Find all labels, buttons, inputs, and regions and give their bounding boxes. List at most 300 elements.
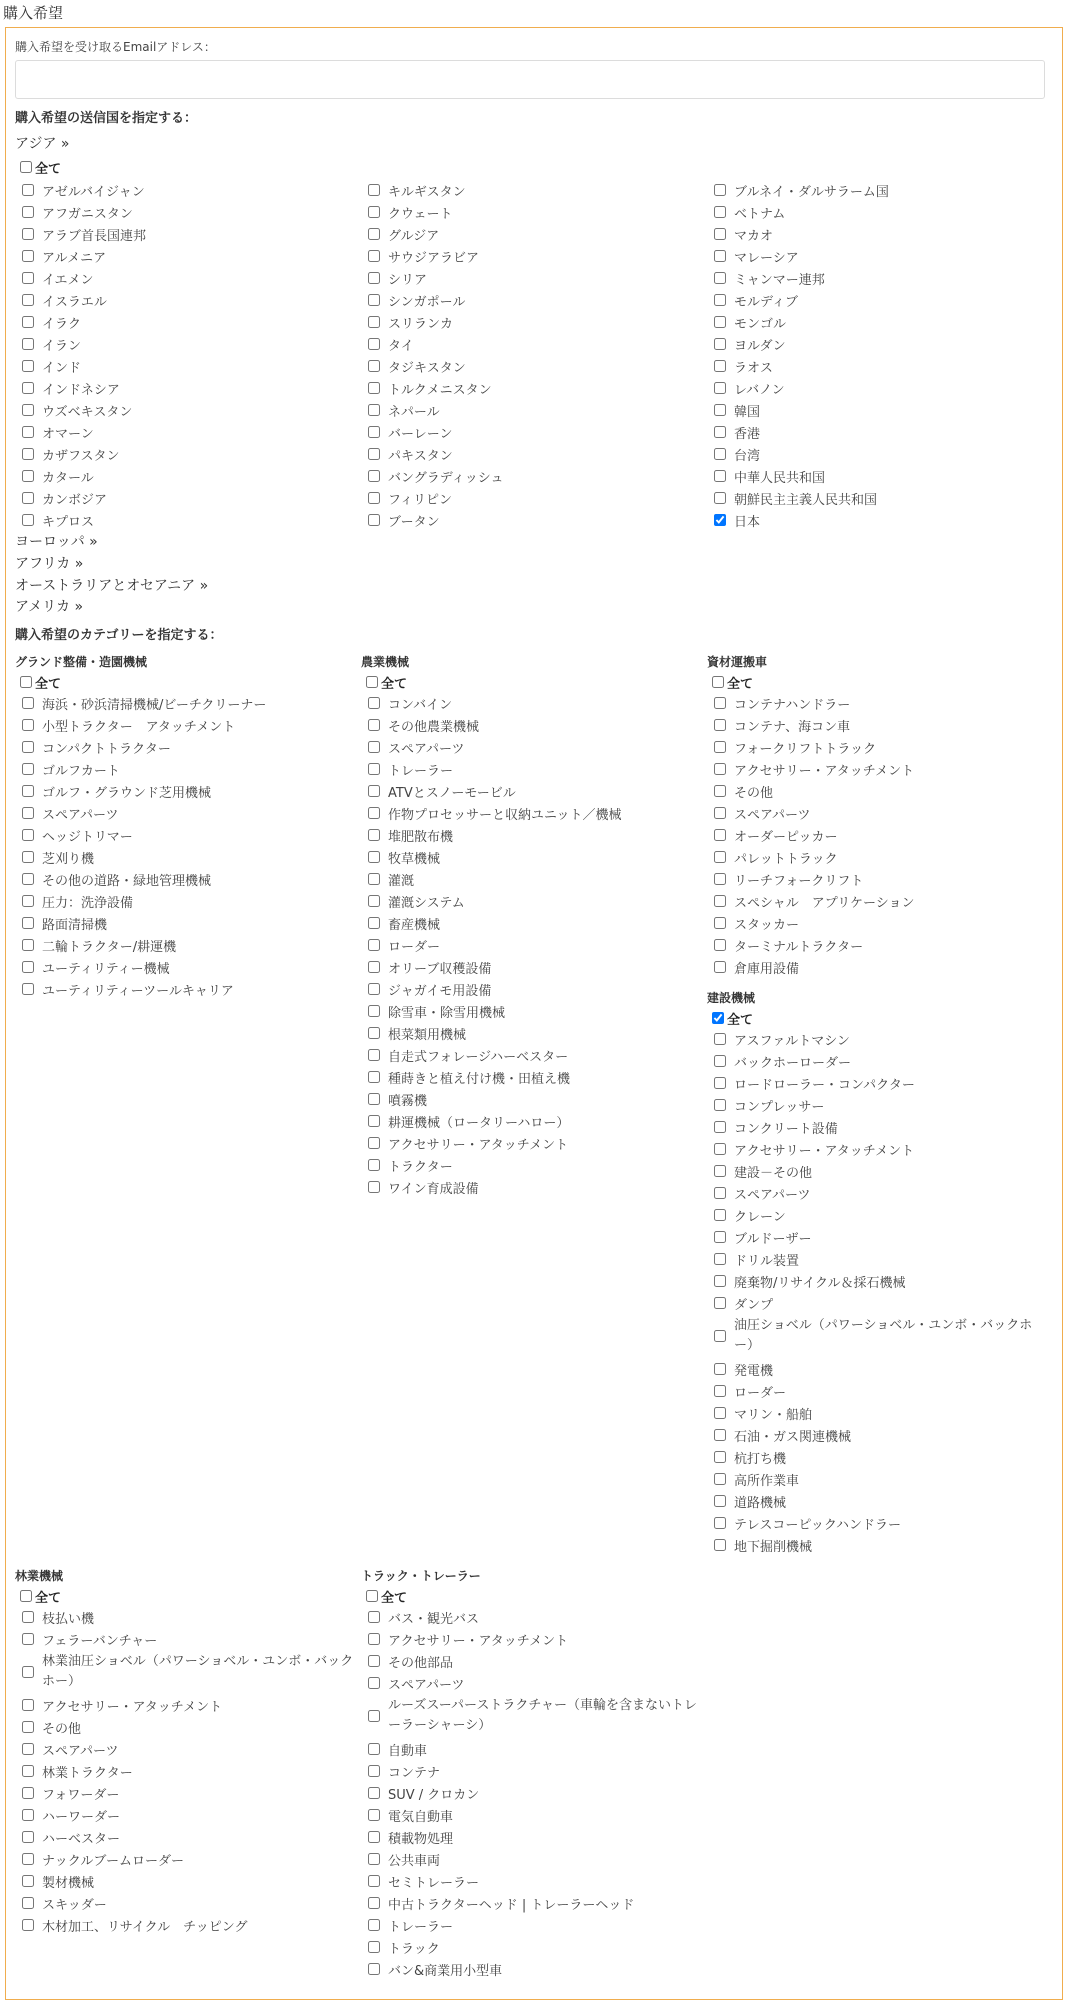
category-checkbox-row-checkbox[interactable] xyxy=(22,895,34,907)
country-checkbox-row-checkbox[interactable] xyxy=(22,514,34,526)
category-checkbox-row[interactable] xyxy=(709,1028,1047,1050)
country-checkbox-row[interactable] xyxy=(363,421,703,443)
country-checkbox-row-checkbox[interactable] xyxy=(22,206,34,218)
category-checkbox-row[interactable] xyxy=(363,736,701,758)
category-checkbox-row[interactable] xyxy=(363,1914,701,1936)
category-checkbox-row[interactable] xyxy=(363,1958,701,1980)
category-checkbox-row[interactable] xyxy=(363,1132,701,1154)
category-checkbox-row-checkbox[interactable] xyxy=(368,1159,380,1171)
category-checkbox-row[interactable] xyxy=(709,758,1047,780)
category-checkbox-row[interactable] xyxy=(363,802,701,824)
category-checkbox-row[interactable] xyxy=(363,956,701,978)
category-checkbox-row[interactable] xyxy=(363,1826,701,1848)
country-checkbox-row[interactable] xyxy=(17,443,357,465)
category-checkbox-row-checkbox[interactable] xyxy=(368,763,380,775)
country-checkbox-row-checkbox[interactable] xyxy=(368,426,380,438)
category-checkbox-row[interactable] xyxy=(709,780,1047,802)
country-checkbox-row-checkbox[interactable] xyxy=(714,206,726,218)
country-checkbox-row-checkbox[interactable] xyxy=(714,448,726,460)
country-checkbox-row[interactable] xyxy=(363,465,703,487)
category-checkbox-row-checkbox[interactable] xyxy=(368,1809,380,1821)
category-checkbox-row[interactable] xyxy=(709,1424,1047,1446)
category-checkbox-row-checkbox[interactable] xyxy=(714,851,726,863)
category-checkbox-row[interactable] xyxy=(17,1694,355,1716)
category-checkbox-row[interactable] xyxy=(17,868,355,890)
category-checkbox-row[interactable] xyxy=(17,912,355,934)
country-checkbox-row[interactable] xyxy=(363,509,703,531)
category-checkbox-row[interactable] xyxy=(363,1782,701,1804)
email-input[interactable] xyxy=(15,60,1045,99)
category-checkbox-row-checkbox[interactable] xyxy=(714,1275,726,1287)
category-checkbox-row-checkbox[interactable] xyxy=(714,1187,726,1199)
country-checkbox-row-checkbox[interactable] xyxy=(368,316,380,328)
category-checkbox-row-checkbox[interactable] xyxy=(368,873,380,885)
category-checkbox-row-checkbox[interactable] xyxy=(22,807,34,819)
category-all-check[interactable] xyxy=(20,1590,32,1602)
category-checkbox-row[interactable] xyxy=(363,758,701,780)
country-checkbox-row-checkbox[interactable] xyxy=(22,470,34,482)
category-checkbox-row-checkbox[interactable] xyxy=(368,1655,380,1667)
category-checkbox-row-checkbox[interactable] xyxy=(22,1831,34,1843)
category-checkbox-row-checkbox[interactable] xyxy=(368,1765,380,1777)
category-checkbox-row[interactable] xyxy=(363,1936,701,1958)
country-checkbox-row-checkbox[interactable] xyxy=(714,250,726,262)
category-checkbox-row-checkbox[interactable] xyxy=(368,741,380,753)
country-checkbox-row[interactable] xyxy=(363,399,703,421)
category-checkbox-row-checkbox[interactable] xyxy=(368,1787,380,1799)
category-checkbox-row[interactable] xyxy=(363,1606,701,1628)
country-checkbox-row-checkbox[interactable] xyxy=(22,426,34,438)
category-checkbox-row-checkbox[interactable] xyxy=(22,1633,34,1645)
category-all-check[interactable] xyxy=(712,676,724,688)
category-checkbox-row[interactable] xyxy=(17,1650,355,1694)
category-checkbox-row[interactable] xyxy=(17,758,355,780)
category-checkbox-row-checkbox[interactable] xyxy=(22,873,34,885)
country-checkbox-row-checkbox[interactable] xyxy=(22,294,34,306)
country-checkbox-row-checkbox[interactable] xyxy=(368,206,380,218)
category-checkbox-row-checkbox[interactable] xyxy=(368,917,380,929)
category-all-check[interactable] xyxy=(20,676,32,688)
category-checkbox-row[interactable] xyxy=(709,1314,1047,1358)
country-checkbox-row-checkbox[interactable] xyxy=(22,492,34,504)
country-checkbox-row[interactable] xyxy=(363,201,703,223)
category-checkbox-row-checkbox[interactable] xyxy=(714,1121,726,1133)
category-checkbox-row-checkbox[interactable] xyxy=(714,961,726,973)
country-checkbox-row[interactable] xyxy=(709,311,1049,333)
category-checkbox-row-checkbox[interactable] xyxy=(714,1297,726,1309)
country-checkbox-row-checkbox[interactable] xyxy=(368,184,380,196)
country-checkbox-row-checkbox[interactable] xyxy=(714,426,726,438)
category-checkbox-row[interactable] xyxy=(17,1716,355,1738)
category-checkbox-row[interactable] xyxy=(363,912,701,934)
category-checkbox-row-checkbox[interactable] xyxy=(368,829,380,841)
country-checkbox-row[interactable] xyxy=(17,487,357,509)
category-all-checkbox[interactable] xyxy=(15,1586,355,1606)
category-checkbox-row-checkbox[interactable] xyxy=(714,1385,726,1397)
category-checkbox-row[interactable] xyxy=(709,1490,1047,1512)
category-checkbox-row-checkbox[interactable] xyxy=(368,1027,380,1039)
country-checkbox-row-checkbox[interactable] xyxy=(368,250,380,262)
country-checkbox-row[interactable] xyxy=(709,179,1049,201)
category-checkbox-row-checkbox[interactable] xyxy=(368,719,380,731)
category-checkbox-row-checkbox[interactable] xyxy=(714,873,726,885)
country-checkbox-row[interactable] xyxy=(709,355,1049,377)
category-checkbox-row[interactable] xyxy=(17,736,355,758)
category-all-check[interactable] xyxy=(366,676,378,688)
category-checkbox-row-checkbox[interactable] xyxy=(714,1165,726,1177)
category-checkbox-row-checkbox[interactable] xyxy=(22,1897,34,1909)
country-checkbox-row-checkbox[interactable] xyxy=(368,382,380,394)
category-checkbox-row[interactable] xyxy=(17,978,355,1000)
country-checkbox-row[interactable] xyxy=(363,223,703,245)
category-checkbox-row[interactable] xyxy=(363,1176,701,1198)
country-checkbox-row[interactable] xyxy=(709,487,1049,509)
category-checkbox-row[interactable] xyxy=(363,1892,701,1914)
category-checkbox-row-checkbox[interactable] xyxy=(714,741,726,753)
country-checkbox-row[interactable] xyxy=(17,201,357,223)
category-checkbox-row[interactable] xyxy=(709,692,1047,714)
category-checkbox-row-checkbox[interactable] xyxy=(368,1897,380,1909)
category-checkbox-row[interactable] xyxy=(17,824,355,846)
category-checkbox-row[interactable] xyxy=(363,692,701,714)
country-checkbox-row[interactable] xyxy=(17,509,357,531)
country-checkbox-row[interactable] xyxy=(17,465,357,487)
category-checkbox-row[interactable] xyxy=(363,1760,701,1782)
category-checkbox-row-checkbox[interactable] xyxy=(368,961,380,973)
country-checkbox-row-checkbox[interactable] xyxy=(368,492,380,504)
category-checkbox-row-checkbox[interactable] xyxy=(714,1363,726,1375)
category-checkbox-row-checkbox[interactable] xyxy=(714,1495,726,1507)
country-checkbox-row[interactable] xyxy=(17,245,357,267)
category-checkbox-row-checkbox[interactable] xyxy=(22,1787,34,1799)
category-checkbox-row-checkbox[interactable] xyxy=(714,1451,726,1463)
category-checkbox-row-checkbox[interactable] xyxy=(22,1721,34,1733)
category-checkbox-row[interactable] xyxy=(17,714,355,736)
category-checkbox-row-checkbox[interactable] xyxy=(22,1853,34,1865)
category-checkbox-row-checkbox[interactable] xyxy=(714,1033,726,1045)
category-checkbox-row[interactable] xyxy=(17,1628,355,1650)
category-checkbox-row-checkbox[interactable] xyxy=(22,1919,34,1931)
category-checkbox-row-checkbox[interactable] xyxy=(714,1055,726,1067)
category-all-check[interactable] xyxy=(366,1590,378,1602)
category-checkbox-row[interactable] xyxy=(363,1672,701,1694)
category-checkbox-row[interactable] xyxy=(363,1870,701,1892)
country-checkbox-row[interactable] xyxy=(363,289,703,311)
category-checkbox-row[interactable] xyxy=(709,1226,1047,1248)
category-checkbox-row[interactable] xyxy=(709,714,1047,736)
category-checkbox-row-checkbox[interactable] xyxy=(368,807,380,819)
category-checkbox-row-checkbox[interactable] xyxy=(368,895,380,907)
category-checkbox-row[interactable] xyxy=(17,1606,355,1628)
category-checkbox-row-checkbox[interactable] xyxy=(368,1963,380,1975)
country-checkbox-row-checkbox[interactable] xyxy=(368,404,380,416)
country-checkbox-row-checkbox[interactable] xyxy=(22,250,34,262)
category-checkbox-row-checkbox[interactable] xyxy=(714,1429,726,1441)
category-checkbox-row[interactable] xyxy=(17,890,355,912)
country-checkbox-row-checkbox[interactable] xyxy=(714,338,726,350)
country-checkbox-row[interactable] xyxy=(709,267,1049,289)
category-checkbox-row-checkbox[interactable] xyxy=(368,939,380,951)
category-checkbox-row-checkbox[interactable] xyxy=(714,1517,726,1529)
country-checkbox-row-checkbox[interactable] xyxy=(22,338,34,350)
country-checkbox-row-checkbox[interactable] xyxy=(22,448,34,460)
category-checkbox-row-checkbox[interactable] xyxy=(368,1941,380,1953)
category-checkbox-row-checkbox[interactable] xyxy=(714,763,726,775)
category-checkbox-row-checkbox[interactable] xyxy=(714,895,726,907)
category-checkbox-row[interactable] xyxy=(17,1804,355,1826)
category-checkbox-row-checkbox[interactable] xyxy=(714,1330,726,1342)
category-checkbox-row[interactable] xyxy=(363,1154,701,1176)
country-checkbox-row-checkbox[interactable] xyxy=(22,228,34,240)
category-checkbox-row[interactable] xyxy=(709,736,1047,758)
category-checkbox-row-checkbox[interactable] xyxy=(368,1049,380,1061)
region-europe-link[interactable]: ヨーロッパ » xyxy=(15,534,98,550)
country-checkbox-row-checkbox[interactable] xyxy=(22,316,34,328)
category-checkbox-row-checkbox[interactable] xyxy=(368,1919,380,1931)
country-checkbox-row[interactable] xyxy=(17,179,357,201)
country-checkbox-row[interactable] xyxy=(17,267,357,289)
category-checkbox-row-checkbox[interactable] xyxy=(22,785,34,797)
category-all-checkbox[interactable] xyxy=(707,672,1047,692)
category-checkbox-row-checkbox[interactable] xyxy=(368,1677,380,1689)
country-checkbox-row-checkbox[interactable] xyxy=(368,338,380,350)
category-checkbox-row-checkbox[interactable] xyxy=(22,1743,34,1755)
category-checkbox-row[interactable] xyxy=(363,824,701,846)
country-checkbox-row-checkbox[interactable] xyxy=(368,360,380,372)
category-checkbox-row[interactable] xyxy=(709,956,1047,978)
category-checkbox-row-checkbox[interactable] xyxy=(22,1809,34,1821)
category-checkbox-row[interactable] xyxy=(17,802,355,824)
category-checkbox-row-checkbox[interactable] xyxy=(714,807,726,819)
region-africa-link[interactable]: アフリカ » xyxy=(15,556,84,572)
category-checkbox-row-checkbox[interactable] xyxy=(368,1115,380,1127)
category-checkbox-row[interactable] xyxy=(17,1892,355,1914)
category-checkbox-row[interactable] xyxy=(363,978,701,1000)
category-checkbox-row-checkbox[interactable] xyxy=(714,1077,726,1089)
category-checkbox-row[interactable] xyxy=(17,846,355,868)
country-checkbox-row-checkbox[interactable] xyxy=(714,382,726,394)
country-checkbox-row-checkbox[interactable] xyxy=(714,404,726,416)
country-checkbox-row[interactable] xyxy=(709,465,1049,487)
category-checkbox-row-checkbox[interactable] xyxy=(714,829,726,841)
country-checkbox-row-checkbox[interactable] xyxy=(22,382,34,394)
category-all-checkbox[interactable] xyxy=(15,672,355,692)
category-checkbox-row[interactable] xyxy=(363,1044,701,1066)
country-checkbox-row-checkbox[interactable] xyxy=(368,448,380,460)
country-checkbox-row-checkbox[interactable] xyxy=(22,360,34,372)
category-checkbox-row[interactable] xyxy=(363,714,701,736)
category-checkbox-row[interactable] xyxy=(363,1088,701,1110)
category-checkbox-row[interactable] xyxy=(709,1270,1047,1292)
category-checkbox-row[interactable] xyxy=(17,956,355,978)
category-all-checkbox[interactable] xyxy=(361,1586,701,1606)
category-checkbox-row[interactable] xyxy=(709,1248,1047,1270)
category-checkbox-row-checkbox[interactable] xyxy=(368,983,380,995)
category-checkbox-row[interactable] xyxy=(363,1000,701,1022)
category-all-checkbox[interactable] xyxy=(707,1008,1047,1028)
category-checkbox-row-checkbox[interactable] xyxy=(714,1099,726,1111)
category-checkbox-row-checkbox[interactable] xyxy=(22,741,34,753)
category-all-check[interactable] xyxy=(712,1012,724,1024)
category-checkbox-row-checkbox[interactable] xyxy=(22,719,34,731)
country-checkbox-row[interactable] xyxy=(17,377,357,399)
category-checkbox-row-checkbox[interactable] xyxy=(714,1209,726,1221)
category-checkbox-row[interactable] xyxy=(709,1094,1047,1116)
category-checkbox-row-checkbox[interactable] xyxy=(22,1666,34,1678)
category-checkbox-row-checkbox[interactable] xyxy=(368,697,380,709)
country-checkbox-row-checkbox[interactable] xyxy=(368,294,380,306)
category-checkbox-row[interactable] xyxy=(363,846,701,868)
category-checkbox-row-checkbox[interactable] xyxy=(368,1611,380,1623)
category-checkbox-row-checkbox[interactable] xyxy=(22,1765,34,1777)
category-checkbox-row[interactable] xyxy=(17,1870,355,1892)
category-checkbox-row-checkbox[interactable] xyxy=(22,939,34,951)
category-checkbox-row[interactable] xyxy=(17,1826,355,1848)
category-checkbox-row-checkbox[interactable] xyxy=(368,1710,380,1722)
country-checkbox-row[interactable] xyxy=(17,399,357,421)
asia-all-check[interactable] xyxy=(20,161,32,173)
country-checkbox-row[interactable] xyxy=(709,333,1049,355)
category-checkbox-row-checkbox[interactable] xyxy=(714,1539,726,1551)
category-checkbox-row[interactable] xyxy=(17,692,355,714)
country-checkbox-row[interactable] xyxy=(363,179,703,201)
country-checkbox-row[interactable] xyxy=(17,421,357,443)
category-checkbox-row[interactable] xyxy=(17,780,355,802)
category-checkbox-row[interactable] xyxy=(17,934,355,956)
category-checkbox-row[interactable] xyxy=(363,1650,701,1672)
category-checkbox-row-checkbox[interactable] xyxy=(714,1143,726,1155)
region-asia-link[interactable]: アジア » xyxy=(15,136,70,152)
country-checkbox-row[interactable] xyxy=(709,399,1049,421)
category-checkbox-row[interactable] xyxy=(709,1402,1047,1424)
country-checkbox-row[interactable] xyxy=(363,487,703,509)
category-checkbox-row[interactable] xyxy=(17,1848,355,1870)
category-checkbox-row-checkbox[interactable] xyxy=(714,1473,726,1485)
country-checkbox-row-checkbox[interactable] xyxy=(368,470,380,482)
category-checkbox-row-checkbox[interactable] xyxy=(22,829,34,841)
category-all-checkbox[interactable] xyxy=(361,672,701,692)
category-checkbox-row[interactable] xyxy=(17,1738,355,1760)
country-checkbox-row-checkbox[interactable] xyxy=(714,184,726,196)
category-checkbox-row-checkbox[interactable] xyxy=(714,917,726,929)
country-checkbox-row-checkbox[interactable] xyxy=(714,272,726,284)
category-checkbox-row-checkbox[interactable] xyxy=(22,1875,34,1887)
category-checkbox-row[interactable] xyxy=(709,1204,1047,1226)
category-checkbox-row-checkbox[interactable] xyxy=(368,785,380,797)
country-checkbox-row-checkbox[interactable] xyxy=(714,492,726,504)
category-checkbox-row-checkbox[interactable] xyxy=(714,697,726,709)
country-checkbox-row-checkbox[interactable] xyxy=(714,360,726,372)
country-checkbox-row[interactable] xyxy=(709,245,1049,267)
category-checkbox-row-checkbox[interactable] xyxy=(368,1831,380,1843)
country-checkbox-row-checkbox[interactable] xyxy=(22,272,34,284)
category-checkbox-row[interactable] xyxy=(709,1160,1047,1182)
category-checkbox-row[interactable] xyxy=(709,1468,1047,1490)
country-checkbox-row[interactable] xyxy=(363,245,703,267)
country-checkbox-row[interactable] xyxy=(363,333,703,355)
category-checkbox-row[interactable] xyxy=(17,1782,355,1804)
category-checkbox-row[interactable] xyxy=(363,1694,701,1738)
category-checkbox-row[interactable] xyxy=(363,1022,701,1044)
country-checkbox-row[interactable] xyxy=(363,267,703,289)
category-checkbox-row-checkbox[interactable] xyxy=(22,1699,34,1711)
country-checkbox-row-checkbox[interactable] xyxy=(368,514,380,526)
category-checkbox-row[interactable] xyxy=(709,1446,1047,1468)
category-checkbox-row[interactable] xyxy=(363,1738,701,1760)
category-checkbox-row[interactable] xyxy=(709,1380,1047,1402)
category-checkbox-row[interactable] xyxy=(709,912,1047,934)
category-checkbox-row-checkbox[interactable] xyxy=(368,1875,380,1887)
category-checkbox-row-checkbox[interactable] xyxy=(368,1181,380,1193)
country-checkbox-row[interactable] xyxy=(709,201,1049,223)
category-checkbox-row[interactable] xyxy=(709,1512,1047,1534)
category-checkbox-row[interactable] xyxy=(363,890,701,912)
country-checkbox-row[interactable] xyxy=(17,333,357,355)
category-checkbox-row-checkbox[interactable] xyxy=(368,1137,380,1149)
category-checkbox-row[interactable] xyxy=(709,934,1047,956)
category-checkbox-row[interactable] xyxy=(363,1848,701,1870)
category-checkbox-row-checkbox[interactable] xyxy=(714,785,726,797)
category-checkbox-row[interactable] xyxy=(709,1534,1047,1556)
country-checkbox-row[interactable] xyxy=(17,223,357,245)
category-checkbox-row[interactable] xyxy=(363,1628,701,1650)
country-checkbox-row[interactable] xyxy=(363,355,703,377)
country-checkbox-row[interactable] xyxy=(709,509,1049,531)
country-checkbox-row-checkbox[interactable] xyxy=(714,228,726,240)
category-checkbox-row[interactable] xyxy=(709,868,1047,890)
country-checkbox-row-checkbox[interactable] xyxy=(714,470,726,482)
country-checkbox-row[interactable] xyxy=(363,443,703,465)
category-checkbox-row[interactable] xyxy=(709,1358,1047,1380)
country-checkbox-row-checkbox[interactable] xyxy=(714,294,726,306)
category-checkbox-row-checkbox[interactable] xyxy=(368,1005,380,1017)
category-checkbox-row[interactable] xyxy=(709,824,1047,846)
country-checkbox-row-checkbox[interactable] xyxy=(22,404,34,416)
category-checkbox-row[interactable] xyxy=(709,802,1047,824)
category-checkbox-row-checkbox[interactable] xyxy=(22,917,34,929)
category-checkbox-row[interactable] xyxy=(709,1116,1047,1138)
country-checkbox-row-checkbox[interactable] xyxy=(714,316,726,328)
country-checkbox-row-checkbox[interactable] xyxy=(22,184,34,196)
category-checkbox-row[interactable] xyxy=(709,1138,1047,1160)
country-checkbox-row[interactable] xyxy=(17,355,357,377)
country-checkbox-row-checkbox[interactable] xyxy=(368,272,380,284)
category-checkbox-row-checkbox[interactable] xyxy=(714,1231,726,1243)
category-checkbox-row-checkbox[interactable] xyxy=(22,851,34,863)
country-checkbox-row[interactable] xyxy=(17,289,357,311)
category-checkbox-row[interactable] xyxy=(709,1050,1047,1072)
category-checkbox-row-checkbox[interactable] xyxy=(22,983,34,995)
country-checkbox-row[interactable] xyxy=(709,421,1049,443)
region-oceania-link[interactable]: オーストラリアとオセアニア » xyxy=(15,578,209,594)
category-checkbox-row[interactable] xyxy=(709,890,1047,912)
category-checkbox-row[interactable] xyxy=(363,934,701,956)
category-checkbox-row[interactable] xyxy=(363,868,701,890)
category-checkbox-row-checkbox[interactable] xyxy=(714,1253,726,1265)
category-checkbox-row-checkbox[interactable] xyxy=(368,851,380,863)
category-checkbox-row-checkbox[interactable] xyxy=(22,1611,34,1623)
category-checkbox-row-checkbox[interactable] xyxy=(368,1071,380,1083)
category-checkbox-row[interactable] xyxy=(709,1292,1047,1314)
category-checkbox-row[interactable] xyxy=(363,1066,701,1088)
country-checkbox-row[interactable] xyxy=(709,289,1049,311)
category-checkbox-row-checkbox[interactable] xyxy=(22,697,34,709)
country-checkbox-row-checkbox[interactable] xyxy=(368,228,380,240)
region-america-link[interactable]: アメリカ » xyxy=(15,599,84,615)
category-checkbox-row-checkbox[interactable] xyxy=(22,961,34,973)
country-checkbox-row-checkbox[interactable] xyxy=(714,514,726,526)
category-checkbox-row-checkbox[interactable] xyxy=(368,1633,380,1645)
